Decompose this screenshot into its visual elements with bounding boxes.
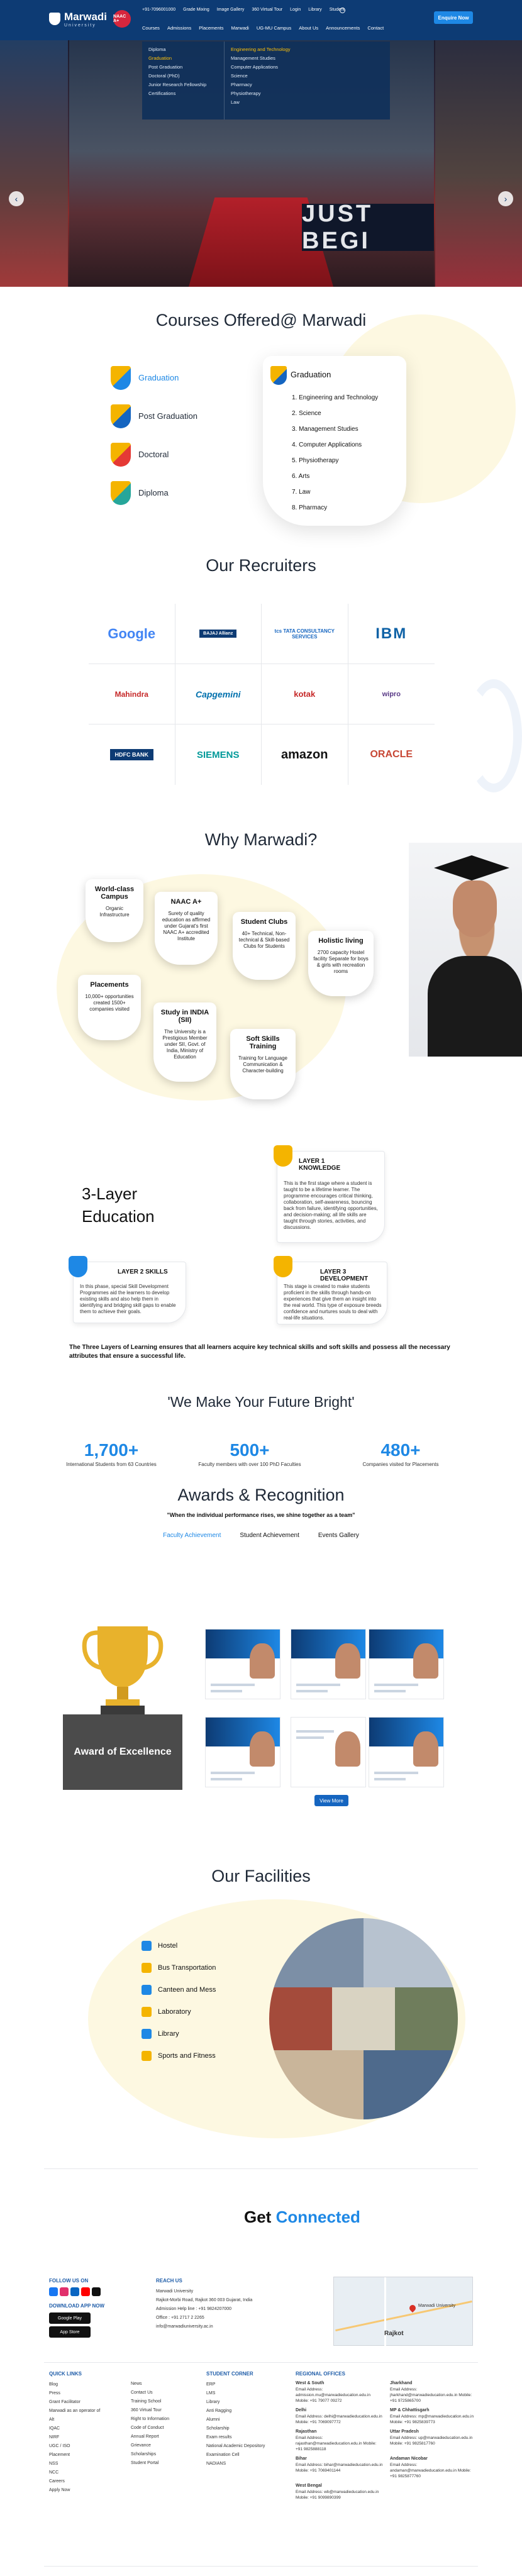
course-detail-card [263,356,406,526]
courses-title: Courses Offered@ Marwadi [155,311,367,330]
sports-icon [142,2051,152,2061]
office-detail: Email Address: admission.mu@marwadieducation.edu.in Mobile: +91 79077 09272 [296,2387,370,2403]
awards-title: Awards & Recognition [177,1485,345,1504]
stat-faculty [196,1440,303,1467]
why-card-title: Placements [90,981,129,989]
footer-link[interactable]: Alumni [206,2418,220,2422]
footer-link[interactable]: LMS [206,2391,216,2396]
footer-link[interactable]: Grant Facilitator [49,2400,81,2404]
program-item[interactable]: 6. Arts [292,473,310,480]
dropdown-item[interactable]: Certifications [148,91,176,96]
program-item[interactable]: 5. Physiotherapy [292,457,339,464]
footer-link[interactable]: Code of Conduct [131,2426,164,2430]
recruiter-logo: SIEMENS [175,724,262,785]
reach-line[interactable]: Office : +91 2717 2 2265 [156,2316,204,2320]
office-block [296,2380,384,2404]
main-menu [142,25,384,31]
connect-a: Get [244,2207,276,2226]
course-program-list [292,390,378,516]
graduate-face [453,880,497,937]
award-thumbnail[interactable] [205,1717,280,1787]
why-card-desc: 10,000+ opportunities created 1500+ companies visited [85,994,134,1012]
layer-2-desc: In this phase, special Skill Development Programmes aid the learners to develop existing skills and also help them in identifying and bridging skill gaps to enable them to achieve their goals. [80,1284,176,1314]
office-detail: Email Address: jharkhand@marwadieducation.edu.in Mobile: +91 9725865700 [390,2387,472,2403]
reach-line[interactable]: Admission Help line : +91 9824207000 [156,2307,232,2311]
layer-3-desc: This stage is created to make students proficient in the skills through hands-on experiences that give them an insight into the real world. This type of exposure breeds confidence and nurtures souls to deal with real-life situations. [284,1284,382,1321]
program-item[interactable]: 8. Pharmacy [292,504,328,511]
map-label: Marwadi University [418,2304,456,2308]
program-item[interactable]: 1. Engineering and Technology [292,394,379,401]
recruiter-logo: kotak [262,664,348,724]
footer-quick-links-2 [131,2380,187,2468]
course-item-diploma[interactable] [111,474,243,512]
stat-number: 500+ [230,1440,270,1460]
footer-quick-links [49,2371,106,2495]
tab-events-gallery[interactable]: Events Gallery [318,1532,359,1539]
stat-number: 480+ [380,1440,421,1460]
award-thumbnail[interactable] [369,1629,444,1699]
hero-screen-text: JUST BEGI [302,204,434,251]
stat-number: 1,700+ [84,1440,139,1460]
course-label: Doctoral [138,450,169,459]
footer-link[interactable]: Scholarships [131,2452,157,2457]
hero-side-photo-left [0,40,68,287]
footer-link[interactable]: ERP [206,2382,216,2387]
regional-title: REGIONAL OFFICES [296,2371,345,2377]
recruiter-logo: Capgemini [175,664,262,724]
footer-link[interactable]: IQAC [49,2426,60,2431]
recruiters-title: Our Recruiters [206,556,316,575]
course-label: Post Graduation [138,411,197,421]
award-of-excellence: Award of Excellence [63,1714,182,1790]
facility-list [142,1935,216,2067]
program-item[interactable]: 3. Management Studies [292,426,358,433]
why-title: Why Marwadi? [204,830,318,849]
why-card-title: Soft Skills Training [246,1035,280,1050]
award-thumbnail[interactable] [369,1717,444,1787]
footer-link[interactable]: 360 Virtual Tour [131,2408,162,2412]
recruiter-logo: Google [89,604,175,664]
footer-student-corner [206,2371,282,2468]
facility-label: Library [158,2029,179,2038]
university-logo[interactable] [49,10,131,28]
topbar-student[interactable]: Student [329,8,345,12]
twitter-icon[interactable] [92,2287,101,2296]
why-card [86,879,143,942]
layer-2-icon [69,1256,87,1277]
doctoral-icon [111,443,131,467]
facility-label: Sports and Fitness [158,2051,216,2060]
logo-name: Marwadi [64,10,108,23]
office-title: West Bengal [296,2484,322,2488]
tab-student-achievement[interactable]: Student Achievement [240,1532,299,1539]
facility-label: Bus Transportation [158,1963,216,1972]
topbar-phone[interactable]: +91-7096001000 [142,8,176,12]
topbar-image-gallery[interactable]: Image Gallery [216,8,245,12]
post-graduation-icon [111,404,131,428]
connect-b: Connected [275,2207,360,2226]
facility-hostel[interactable] [142,1935,216,1957]
dropdown-item[interactable]: Junior Research Fellowship [148,82,207,87]
recruiter-logo: IBM [348,604,435,664]
instagram-icon[interactable] [60,2287,69,2296]
dropdown-item[interactable]: Pharmacy [231,82,252,87]
menu-announcements[interactable]: Announcements [326,25,360,31]
graduate-photo [409,843,522,1057]
recruiter-logo-grid [89,604,435,785]
stat-label: Faculty members with over 100 PhD Faculties [198,1462,301,1467]
topbar-grade-mixing[interactable]: Grade Mixing [183,8,209,12]
recruiter-logo: amazon [262,724,348,785]
facility-canteen[interactable] [142,1979,216,2001]
course-item-post-graduation[interactable] [111,397,243,435]
top-bar [142,8,345,12]
reach-title: REACH US [156,2278,182,2284]
stat-label: Companies visited for Placements [362,1462,439,1467]
student-corner-title: STUDENT CORNER [206,2371,253,2377]
award-thumbnail[interactable] [205,1629,280,1699]
recruiter-logo [89,724,175,785]
divider [44,2362,478,2363]
quick-links-title: QUICK LINKS [49,2371,82,2377]
program-item[interactable]: 4. Computer Applications [292,441,362,448]
office-title: Bihar [296,2457,307,2461]
why-card-title: Study in INDIA (SII) [160,1009,209,1024]
menu-marwadi[interactable]: Marwadi [231,25,249,31]
facility-laboratory[interactable] [142,2001,216,2023]
office-title: Uttar Pradesh [390,2429,419,2434]
facility-label: Canteen and Mess [158,1985,216,1994]
dropdown-item[interactable]: Post Graduation [148,64,183,70]
office-block [390,2407,478,2425]
office-block [296,2407,384,2425]
office-detail: Email Address: mp@marwadieducation.edu.in Mobile: +91 9825839773 [390,2414,474,2424]
download-title: DOWNLOAD APP NOW [49,2303,104,2309]
footer-link[interactable]: Student Portal [131,2461,159,2465]
app-store-badge[interactable]: App Store [49,2326,91,2338]
footer-link[interactable]: NSS [49,2462,58,2466]
footer-link[interactable]: Anti Ragging [206,2409,232,2413]
dropdown-item[interactable]: Law [231,99,240,105]
course-label: Graduation [138,373,179,382]
google-play-badge[interactable]: Google Play [49,2312,91,2324]
site-header [0,0,522,40]
dropdown-item[interactable]: Diploma [148,47,166,52]
hero-side-photo-right [435,40,522,287]
reach-line[interactable]: info@marwadiuniversity.ac.in [156,2324,213,2329]
map-pin-icon [408,2304,417,2312]
footer-regional-offices [296,2371,478,2501]
facilities-photo-collage [269,1918,458,2119]
program-item[interactable]: 7. Law [292,489,311,496]
dropdown-item[interactable]: Engineering and Technology [231,47,291,52]
menu-courses[interactable]: Courses [142,25,160,31]
youtube-icon[interactable] [81,2287,90,2296]
shield-icon [49,13,60,25]
graduation-cap-icon [434,855,509,880]
layer-1-card [277,1151,385,1243]
footer-link[interactable]: Grievance [131,2443,151,2448]
recruiter-logo: wipro [348,664,435,724]
location-map[interactable] [333,2277,473,2346]
office-block [296,2456,384,2479]
layer-1-desc: This is the first stage where a student is taught to be a lifetime learner. The programme encourages critical thinking, collaboration, self-awareness, bouncing back from failure, identifying opportunities, and decision-making; all life skills are taught through stories, activities, and discussions. [284,1180,378,1230]
footer-link[interactable]: Blog [49,2382,58,2387]
why-card-title: Student Clubs [240,918,288,926]
recruiter-logo: Mahindra [89,664,175,724]
layer-1-icon [274,1145,292,1167]
map-city: Rajkot [384,2330,404,2337]
carousel-prev-icon[interactable]: ‹ [9,191,24,206]
courses-dropdown [142,42,390,119]
linkedin-icon[interactable] [70,2287,79,2296]
trophy-icon [82,1620,164,1718]
footer-link[interactable]: Careers [49,2479,65,2484]
topbar-library[interactable]: Library [308,8,322,12]
facility-label: Laboratory [158,2007,191,2016]
dropdown-item[interactable]: Doctoral (PhD) [148,73,180,79]
footer-link[interactable]: NCC [49,2470,59,2475]
why-card-title: Holistic living [318,937,364,945]
naac-badge: NAAC A+ [113,10,131,28]
dropdown-levels [142,42,224,119]
footer-link[interactable]: Right to Information [131,2417,170,2421]
topbar-login[interactable]: Login [290,8,301,12]
office-detail: Email Address: delhi@marwadieducation.edu.in Mobile: +91 7069097772 [296,2414,382,2424]
view-more-button[interactable]: View More [314,1795,348,1806]
why-card [78,975,141,1040]
footer-link[interactable]: UGC / ISO [49,2444,70,2448]
dropdown-item[interactable]: Physiotherapy [231,91,261,96]
footer-link[interactable]: NADIANS [206,2462,226,2466]
office-block [390,2456,478,2479]
recruiter-logo: ORACLE [370,749,413,760]
office-title: Andaman Nicobar [390,2457,428,2461]
decorative-arc [465,679,522,792]
topbar-virtual-tour[interactable]: 360 Virtual Tour [252,8,283,12]
why-card-desc: Surety of quality education as affirmed under Gujarat's first NAAC A+ accredited Institute [162,911,211,941]
laboratory-icon [142,2007,152,2017]
graduation-icon [270,366,287,385]
hostel-icon [142,1941,152,1951]
why-card [308,931,374,996]
office-detail: Email Address: up@marwadieducation.edu.in Mobile: +91 9825817760 [390,2436,473,2446]
dropdown-item[interactable]: Graduation [148,55,172,61]
program-item[interactable]: 2. Science [292,410,321,417]
layer-2-title: LAYER 2 SKILLS [118,1269,168,1275]
dropdown-programs [224,42,331,119]
logo-subtitle: University [64,23,96,28]
layer-3-title: LAYER 3 DEVELOPMENT [320,1269,369,1282]
stat-label: International Students from 63 Countries [66,1462,157,1467]
why-card-desc: 40+ Technical, Non-technical & Skill-based Clubs for Students [238,931,290,949]
reach-line: Rajkot-Morbi Road, Rajkot 360 003 Gujarat, India [156,2298,253,2302]
why-card [233,912,296,980]
why-card-desc: Organic Infrastructure [99,906,130,918]
facility-bus[interactable] [142,1957,216,1979]
search-icon[interactable] [340,8,345,13]
why-card [230,1029,296,1099]
future-title: 'We Make Your Future Bright' [167,1394,355,1410]
course-level-list [111,358,243,512]
why-card-desc: Training for Language Communication & Character-building [238,1055,287,1074]
office-block [390,2429,478,2452]
footer-link[interactable]: Placement [49,2453,70,2457]
layer-3-card [277,1262,387,1324]
footer-link[interactable]: News [131,2382,142,2386]
why-card [153,1002,216,1082]
footer-link[interactable]: Training School [131,2399,162,2404]
recruiter-logo [175,604,262,664]
office-detail: Email Address: bihar@marwadieducation.edu.in Mobile: +91 7069401144 [296,2463,383,2473]
course-item-graduation[interactable] [111,358,243,397]
layer-2-card [73,1262,186,1323]
canteen-icon [142,1985,152,1995]
facility-library[interactable] [142,2023,216,2045]
office-title: Jharkhand [390,2381,413,2385]
recruiter-logo-text: HDFC BANK [110,749,154,760]
facility-sports[interactable] [142,2045,216,2067]
footer-link[interactable]: Exam results [206,2435,232,2440]
menu-admissions[interactable]: Admissions [167,25,192,31]
office-detail: Email Address: andaman@marwadieducation.edu.in Mobile: +91 9825877760 [390,2463,471,2479]
office-detail: Email Address: rajasthan@marwadieducation.edu.in Mobile: +91 9825888118 [296,2436,377,2451]
layer-summary: The Three Layers of Learning ensures that all learners acquire key technical skills and soft skills and possess all the necessary attributes that ensure a successful life. [69,1344,450,1360]
office-detail: Email Address: wb@marwadieducation.edu.in Mobile: +91 9099890399 [296,2490,379,2500]
dropdown-item[interactable]: Computer Applications [231,64,279,70]
footer-link[interactable]: Annual Report [131,2434,159,2439]
library-icon [142,2029,152,2039]
dropdown-item[interactable]: Management Studies [231,55,275,61]
follow-title: FOLLOW US ON [49,2278,89,2284]
footer-link[interactable]: Contact Us [131,2390,153,2395]
footer-link[interactable]: NIRF [49,2435,60,2440]
award-thumbnail[interactable] [291,1629,366,1699]
footer-link[interactable]: National Academic Depository [206,2444,265,2448]
layer-1-title: LAYER 1 KNOWLEDGE [299,1158,341,1172]
award-thumbnail[interactable] [291,1717,366,1787]
recruiter-logo: tcs TATA CONSULTANCY SERVICES [262,604,348,664]
course-card-title: Graduation [291,370,331,379]
recruiter-logo-text: BAJAJ Allianz [199,630,236,638]
facilities-title: Our Facilities [211,1867,311,1885]
graduation-icon [111,366,131,390]
footer-link[interactable]: Library [206,2400,220,2404]
office-title: West & South [296,2381,325,2385]
why-card-title: NAAC A+ [170,898,202,906]
layer-3-icon [274,1256,292,1277]
menu-placements[interactable]: Placements [199,25,224,31]
footer-link[interactable]: Scholarship [206,2426,230,2431]
office-block [390,2380,478,2404]
office-title: Delhi [296,2408,307,2412]
course-label: Diploma [138,488,169,497]
menu-campus[interactable]: UG-MU Campus [256,25,292,31]
enquire-now-button[interactable]: Enquire Now [434,11,473,24]
why-card-title: World-class Campus [94,886,135,901]
graduate-gown [428,956,522,1057]
tab-faculty-achievement[interactable]: Faculty Achievement [163,1532,221,1539]
footer-reach [156,2278,263,2331]
divider [44,2566,478,2567]
office-title: MP & Chhattisgarh [390,2408,430,2412]
footer-social [49,2278,150,2338]
stat-companies [347,1440,454,1467]
facility-label: Hostel [158,1941,178,1950]
footer-link[interactable]: Apply Now [49,2488,70,2492]
divider [44,2168,478,2169]
dropdown-item[interactable]: Science [231,73,248,79]
menu-contact[interactable]: Contact [367,25,384,31]
facebook-icon[interactable] [49,2287,58,2296]
stat-international [58,1440,165,1467]
office-block [296,2483,384,2501]
awards-quote: "When the individual performance rises, we shine together as a team" [167,1512,355,1518]
office-block [296,2429,384,2452]
office-title: Rajasthan [296,2429,317,2434]
layer-title-line: Education [82,1207,155,1226]
course-item-doctoral[interactable] [111,435,243,474]
why-card-desc: 2700 capacity Hostel facility Separate for boys & girls with recreation rooms [313,950,369,974]
footer-link[interactable]: Press [49,2391,60,2396]
footer-link[interactable]: Marwadi as an operator of Alt [49,2409,101,2422]
why-card [155,892,218,965]
get-connected-title [244,2207,360,2227]
layer-title-line: 3-Layer [82,1184,138,1203]
diploma-icon [111,481,131,505]
bus-icon [142,1963,152,1973]
why-card-desc: The University is a Prestigious Member under SII, Govt. of India, Ministry of Education [162,1029,208,1060]
footer-link[interactable]: Examination Cell [206,2453,240,2457]
carousel-next-icon[interactable]: › [498,191,513,206]
menu-about[interactable]: About Us [299,25,319,31]
awards-tabs [0,1532,522,1539]
layer-title [82,1182,164,1228]
reach-line: Marwadi University [156,2289,194,2294]
